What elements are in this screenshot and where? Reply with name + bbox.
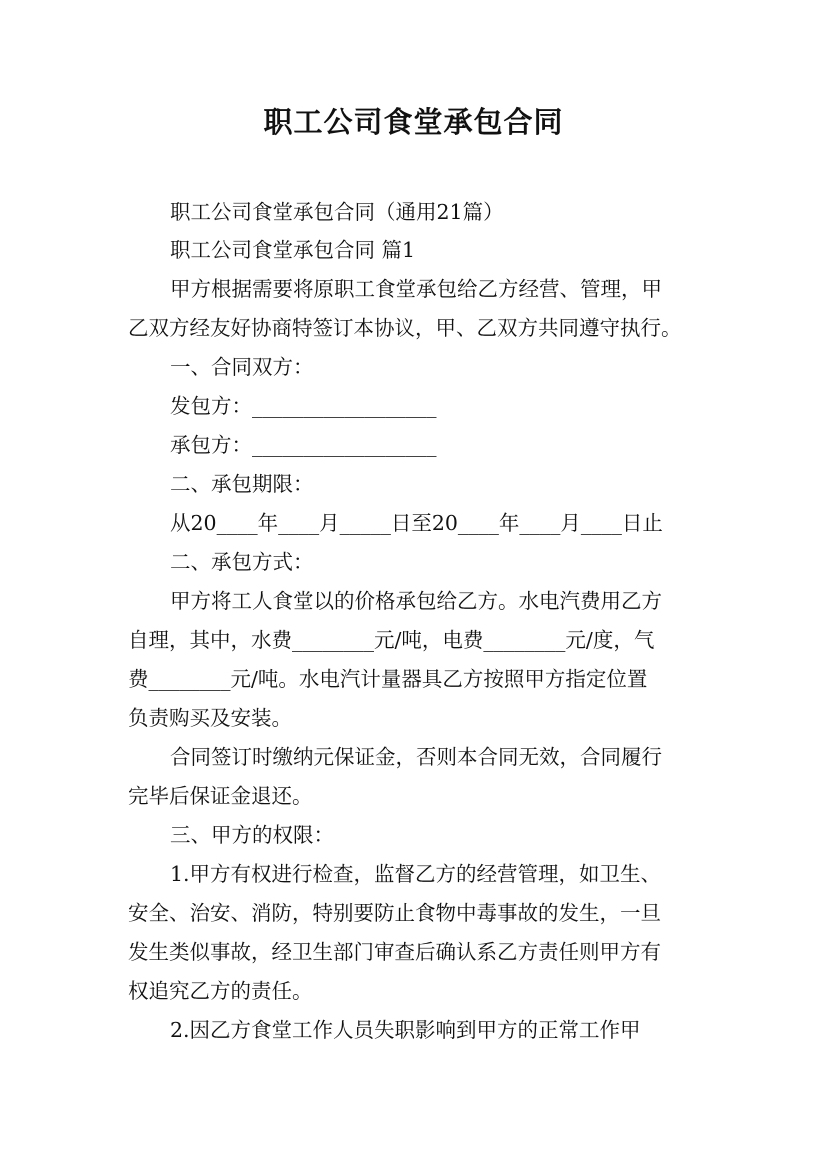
- paragraph-line: 费________元/吨。水电汽计量器具乙方按照甲方指定位置: [128, 667, 648, 691]
- section-heading: 职工公司食堂承包合同 篇1: [170, 238, 416, 262]
- document-title: 职工公司食堂承包合同: [263, 105, 564, 139]
- paragraph-line: 自理，其中，水费________元/吨，电费________元/度，气: [128, 628, 655, 652]
- paragraph-line: 权追究乙方的责任。: [128, 979, 313, 1003]
- clause-heading: 三、甲方的权限：: [170, 823, 334, 847]
- paragraph-line: 1.甲方有权进行检查，监督乙方的经营管理，如卫生、: [170, 862, 662, 886]
- clause-heading: 二、承包期限：: [170, 472, 314, 496]
- paragraph-line: 甲方将工人食堂以的价格承包给乙方。水电汽费用乙方: [170, 589, 662, 613]
- paragraph-line: 安全、治安、消防，特别要防止食物中毒事故的发生，一旦: [128, 901, 661, 925]
- paragraph-line: 发生类似事故，经卫生部门审查后确认系乙方责任则甲方有: [128, 940, 661, 964]
- paragraph-line: 乙双方经友好协商特签订本协议，甲、乙双方共同遵守执行。: [128, 316, 682, 340]
- party-a-line: 发包方：__________________: [170, 394, 437, 418]
- clause-heading: 一、合同双方：: [170, 355, 314, 379]
- paragraph-line: 甲方根据需要将原职工食堂承包给乙方经营、管理，甲: [170, 277, 662, 301]
- paragraph-line: 完毕后保证金退还。: [128, 784, 313, 808]
- subtitle-line: 职工公司食堂承包合同（通用21篇）: [170, 200, 504, 224]
- paragraph-line: 负责购买及安装。: [128, 706, 292, 730]
- paragraph-line: 2.因乙方食堂工作人员失职影响到甲方的正常工作甲: [170, 1018, 641, 1042]
- paragraph-line: 合同签订时缴纳元保证金，否则本合同无效，合同履行: [170, 745, 662, 769]
- clause-heading: 二、承包方式：: [170, 550, 314, 574]
- term-line: 从20____年____月_____日至20____年____月____日止: [170, 511, 663, 535]
- party-b-line: 承包方：__________________: [170, 433, 437, 457]
